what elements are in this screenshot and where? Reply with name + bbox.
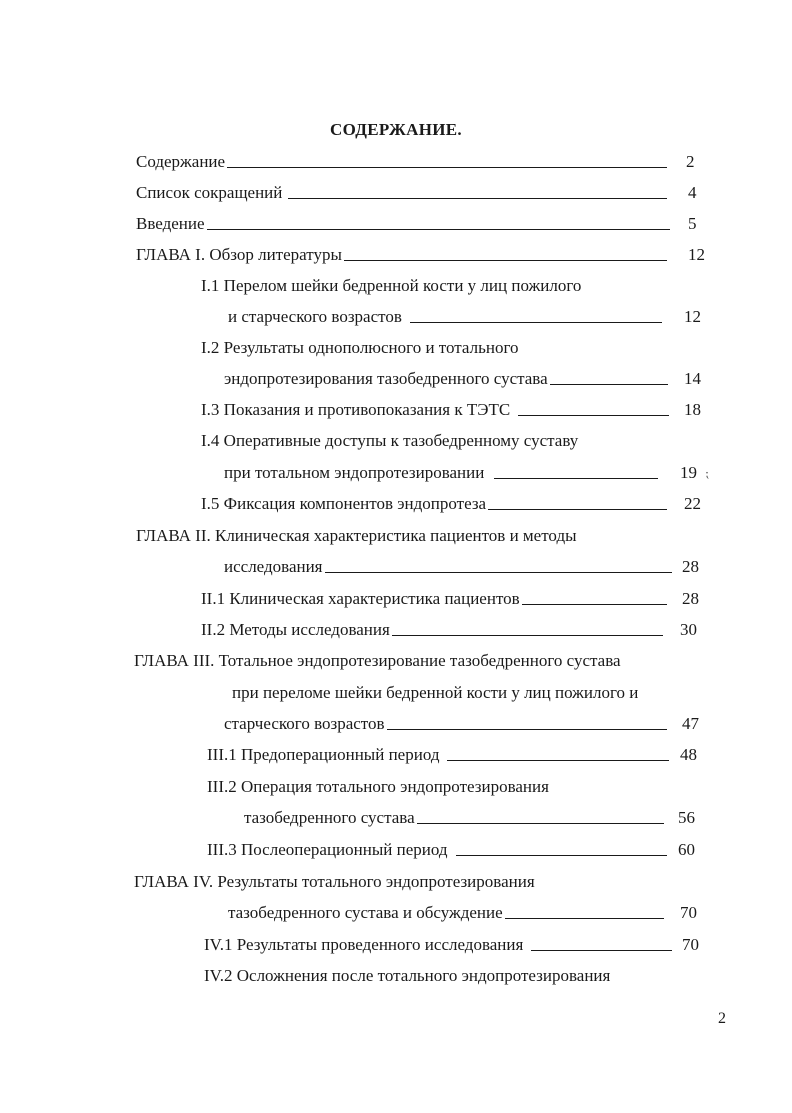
toc-entry-text: исследования: [224, 557, 323, 576]
toc-entry: [204, 934, 676, 956]
toc-page-number: 47: [682, 714, 699, 733]
toc-entry-text: II.2 Методы исследования: [201, 620, 390, 639]
toc-entry: [207, 744, 673, 766]
toc-entry: [224, 368, 672, 390]
toc-page-number: 28: [682, 557, 699, 576]
toc-page-number: 5: [688, 214, 697, 233]
toc-leader: [518, 415, 669, 416]
toc-entry-text: тазобедренного сустава: [244, 808, 415, 827]
toc-leader: [325, 572, 672, 573]
toc-entry: [224, 556, 676, 578]
toc-leader: [494, 478, 658, 479]
toc-page-number: 56: [678, 808, 695, 827]
toc-entry-text: III.1 Предоперационный период: [207, 745, 440, 764]
toc-leader: [456, 855, 667, 856]
toc-entry-text: III.2 Операция тотального эндопротезирования: [207, 777, 549, 796]
toc-entry: [244, 807, 668, 829]
toc-entry: [201, 399, 673, 421]
toc-leader: [288, 198, 667, 199]
toc-leader: [488, 509, 667, 510]
toc-page-number: 48: [680, 745, 697, 764]
toc-entry-text: и старческого возрастов: [228, 307, 402, 326]
toc-entry-text: при тотальном эндопротезировании: [224, 463, 485, 482]
toc-entry-text: Содержание: [136, 152, 226, 171]
toc-entry: [228, 902, 668, 924]
toc-entry-text: II.1 Клиническая характеристика пациентов: [201, 589, 520, 608]
toc-leader: [417, 823, 664, 824]
toc-leader: [447, 760, 669, 761]
toc-page-number: 19: [680, 463, 697, 482]
toc-page-number: 2: [686, 152, 695, 171]
toc-leader: [531, 950, 672, 951]
toc-leader: [522, 604, 667, 605]
toc-page-number: 12: [684, 307, 701, 326]
toc-entry-text: I.5 Фиксация компонентов эндопротеза: [201, 494, 487, 513]
toc-entry-text: I.4 Оперативные доступы к тазобедренному суставу: [201, 431, 579, 450]
toc-entry-text: Список сокращений: [136, 183, 283, 202]
toc-entry: [201, 619, 667, 641]
toc-entry-text: I.2 Результаты однополюсного и тотального: [201, 338, 519, 357]
toc-entry-text: I.3 Показания и противопоказания к ТЭТС: [201, 400, 511, 419]
toc-entry: [224, 713, 671, 735]
toc-leader: [550, 384, 668, 385]
page-title: СОДЕРЖАНИЕ.: [330, 120, 462, 139]
toc-page-number: 70: [680, 903, 697, 922]
toc-page-number: 22: [684, 494, 701, 513]
toc-entry: [201, 493, 671, 515]
scan-speck: ⁏: [705, 466, 710, 480]
toc-page-number: 70: [682, 935, 699, 954]
toc-entry: [224, 462, 662, 484]
toc-entry-text: I.1 Перелом шейки бедренной кости у лиц пожилого: [201, 276, 582, 295]
toc-entry: [136, 213, 674, 235]
toc-page-number: 12: [688, 245, 705, 264]
toc-entry-text: старческого возрастов: [224, 714, 385, 733]
toc-leader: [227, 167, 667, 168]
toc-leader: [392, 635, 663, 636]
toc-entry-text: эндопротезирования тазобедренного сустава: [224, 369, 548, 388]
toc-entry-text: Введение: [136, 214, 205, 233]
toc-page-number: 4: [688, 183, 697, 202]
toc-page-number: 14: [684, 369, 701, 388]
toc-entry-text: ГЛАВА IV. Результаты тотального эндопротезирования: [134, 872, 535, 891]
toc-leader: [387, 729, 667, 730]
page-number: 2: [718, 1010, 726, 1027]
toc-entry-text: тазобедренного сустава и обсуждение: [228, 903, 503, 922]
toc-page-number: 60: [678, 840, 695, 859]
toc-entry-text: ГЛАВА II. Клиническая характеристика пациентов и методы: [136, 526, 577, 545]
toc-leader: [410, 322, 662, 323]
toc-entry-text: ГЛАВА III. Тотальное эндопротезирование тазобедренного сустава: [134, 651, 621, 670]
toc-entry: [201, 588, 671, 610]
toc-entry-text: III.3 Послеоперационный период: [207, 840, 448, 859]
toc-page-number: 28: [682, 589, 699, 608]
toc-entry: [228, 306, 666, 328]
toc-entry: [136, 244, 671, 266]
toc-entry: [207, 839, 671, 861]
toc-leader: [344, 260, 667, 261]
toc-entry-text: IV.2 Осложнения после тотального эндопротезирования: [204, 966, 611, 985]
toc-entry-text: при переломе шейки бедренной кости у лиц пожилого и: [232, 683, 639, 702]
toc-entry: [136, 151, 671, 173]
toc-entry: [136, 182, 671, 204]
toc-leader: [207, 229, 670, 230]
toc-page-number: 30: [680, 620, 697, 639]
toc-entry-text: IV.1 Результаты проведенного исследования: [204, 935, 524, 954]
toc-entry-text: ГЛАВА I. Обзор литературы: [136, 245, 342, 264]
toc-leader: [505, 918, 664, 919]
toc-page-number: 18: [684, 400, 701, 419]
